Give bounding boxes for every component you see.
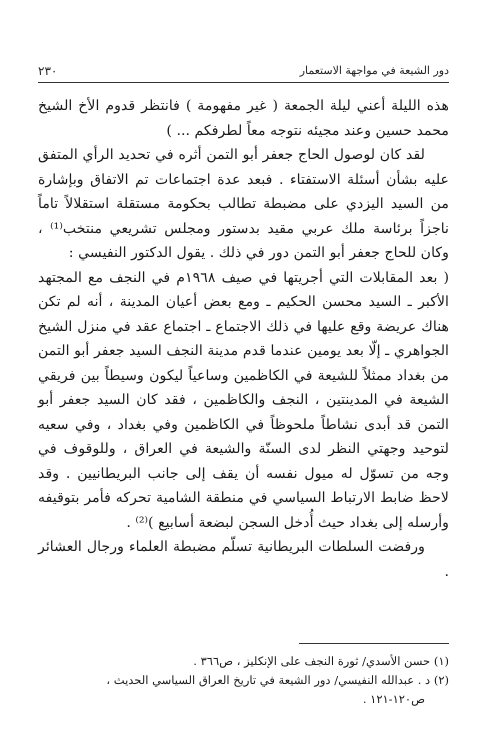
header-divider: [38, 82, 449, 83]
paragraph-continuation: هذه الليلة أعني ليلة الجمعة ( غير مفهومة ) فانتظر قدوم الأخ الشيخ محمد حسين وعند مجيئه نتوجه معاً لطرفكم ... ): [38, 98, 449, 139]
paragraph-british-refusal: ورفضت السلطات البريطانية تسلّم مضبطة العلماء ورجال العشائر .: [38, 539, 449, 580]
footnote-2-continuation: ص١٢٠-١٢١ .: [362, 692, 425, 706]
footnotes: [38, 652, 449, 709]
running-header: [38, 64, 449, 78]
paragraph-abu-al-timman: لقد كان لوصول الحاج جعفر أبو التمن أثره في تحديد الرأي المتفق عليه بشأن أسئلة الاستفتاء . فبعد عدة اجتماعات تم الاتفاق وبإشارة من السيد اليزدي على مضبطة تطالب بحكومة مستقلة استقلالاً تاماً ناجزاً برئاسة ملك عربي مقيد بدستور ومجلس تشريعي منتخب⁽¹⁾ ، وكان للحاج جعفر أبو التمن دور في ذلك . يقول الدكتور النفيسي :: [38, 147, 449, 261]
running-title: دور الشيعة في مواجهة الاستعمار: [299, 64, 449, 77]
page-number: ٢٣٠: [38, 64, 58, 78]
footnote-2: (٢) د . عبدالله النفيسي/ دور الشيعة في تاريخ العراق السياسي الحديث ،: [106, 673, 449, 687]
footnote-divider: [299, 643, 449, 644]
footnote-1: (١) حسن الأسدي/ ثورة النجف على الإنكليز ، ص٣٦٦ .: [193, 654, 449, 668]
main-text: [38, 94, 449, 584]
block-quotation: ( بعد المقابلات التي أجريتها في صيف ١٩٦٨م في النجف مع المجتهد الأكبر ـ السيد محسن الحكيم ـ ومع بعض أعيان المدينة ، أنه لم تكن هناك عريضة وقع عليها في ذلك الاجتماع ـ اجتماع عقد في منزل الشيخ الجواهري ـ إلّا بعد يومين عندما قدم مدينة النجف السيد جعفر أبو التمن من بغداد ممثلاً للشيعة في الكاظمين وساعياً ليكون وسيطاً بين فريقي الشيعة في المدينتين ، النجف والكاظمين ، فقد كان السيد جعفر أبو التمن قد أبدى نشاطاً ملحوظاً في الكاظمين وفي بغداد ، وفي سعيه لتوحيد وجهتي النظر لدى السنّة والشيعة في العراق ، وللوقوف في وجه من تسوّل له ميول نفسه أن يقف إلى جانب البريطانيين . وقد لاحظ ضابط الارتباط السياسي في منطقة الشامية تحركه فأمر بتوقيفه وأرسله إلى بغداد حيث أُدخل السجن لبضعة أسابيع )⁽²⁾ .: [38, 269, 449, 531]
